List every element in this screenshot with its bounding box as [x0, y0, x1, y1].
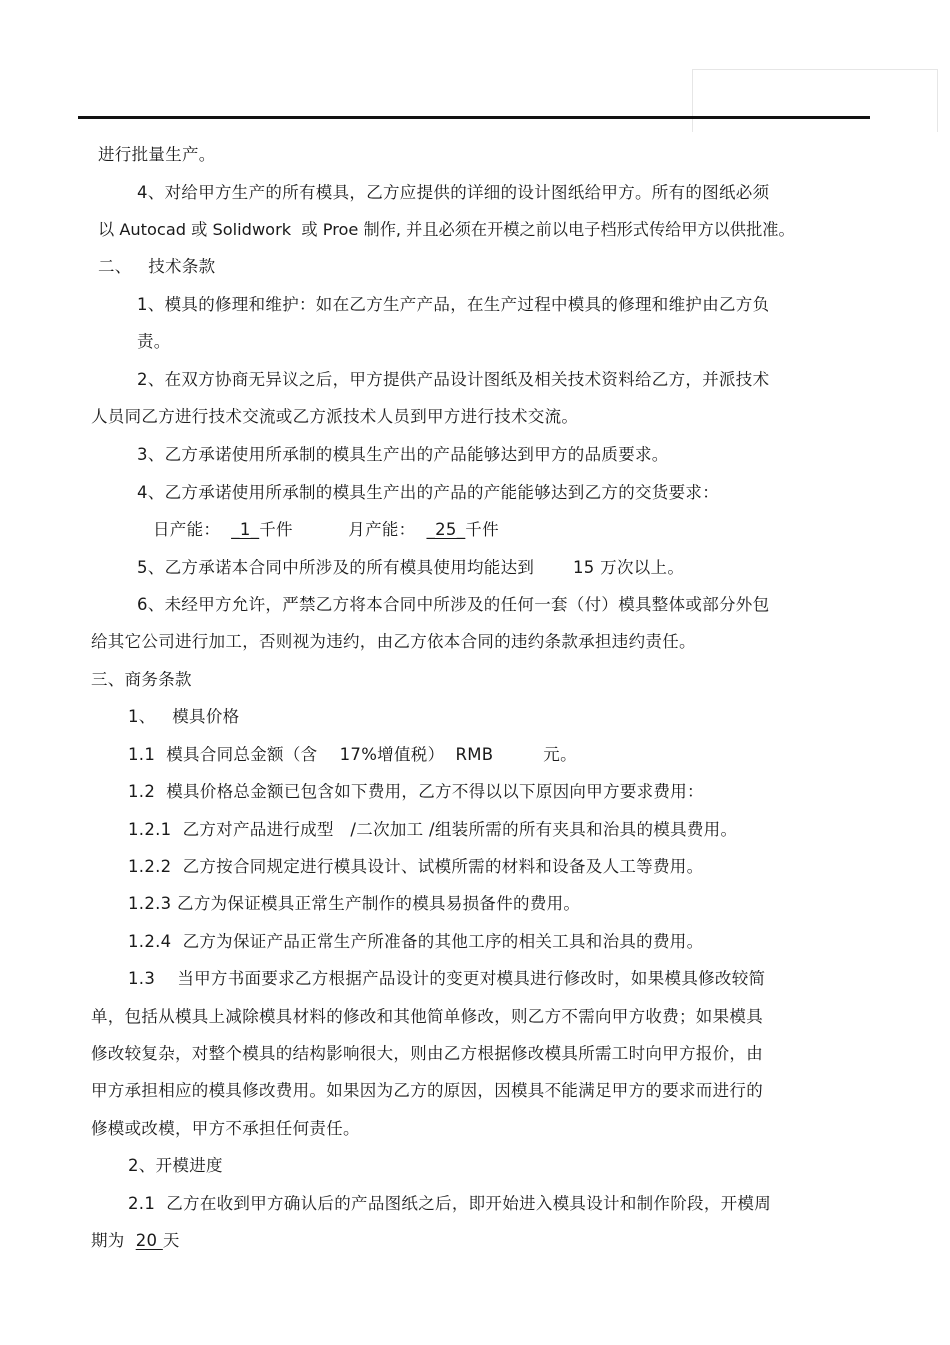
- subsection-heading: 1、 模具价格: [128, 707, 240, 726]
- text-line: 进行批量生产。: [98, 145, 216, 164]
- text-line: 1.1 模具合同总金额（含 17%增值税） RMB 元。: [128, 745, 577, 764]
- monthly-capacity-unit: 千件: [465, 520, 499, 539]
- text-line: 修改较复杂，对整个模具的结构影响很大，则由乙方根据修改模具所需工时向甲方报价，由: [91, 1044, 763, 1063]
- section-heading: 三、商务条款: [91, 670, 192, 689]
- cycle-value: 20: [135, 1231, 163, 1250]
- cycle-prefix: 期为: [91, 1231, 125, 1250]
- text-line: 2.1 乙方在收到甲方确认后的产品图纸之后，即开始进入模具设计和制作阶段，开模周: [128, 1194, 772, 1213]
- text-line: 1.2.2 乙方按合同规定进行模具设计、试模所需的材料和设备及人工等费用。: [128, 857, 704, 876]
- text-line: 6、未经甲方允许，严禁乙方将本合同中所涉及的任何一套（付）模具整体或部分外包: [137, 595, 770, 614]
- text-line: 责。: [137, 332, 171, 351]
- text-line: 人员同乙方进行技术交流或乙方派技术人员到甲方进行技术交流。: [91, 407, 579, 426]
- cycle-unit: 天: [162, 1231, 180, 1250]
- text-line: 1.2 模具价格总金额已包含如下费用，乙方不得以以下原因向甲方要求费用：: [128, 782, 704, 801]
- text-line: 单，包括从模具上减除模具材料的修改和其他简单修改，则乙方不需向甲方收费；如果模具: [91, 1007, 763, 1026]
- text-line: 修模或改模，甲方不承担任何责任。: [91, 1119, 360, 1138]
- monthly-capacity-value: _25_: [426, 520, 466, 539]
- text-line: 以 Autocad 或 Solidwork 或 Proe 制作, 并且必须在开模之前以电子档形式传给甲方以供批准。: [98, 220, 795, 239]
- text-line: 1.2.4 乙方为保证产品正常生产所准备的其他工序的相关工具和治具的费用。: [128, 932, 704, 951]
- header-corner-box: [692, 69, 938, 132]
- section-heading: 二、 技术条款: [98, 257, 216, 276]
- text-line: 1、模具的修理和维护：如在乙方生产产品，在生产过程中模具的修理和维护由乙方负: [137, 295, 770, 314]
- daily-capacity-value: _1_: [231, 520, 260, 539]
- text-line: 5、乙方承诺本合同中所涉及的所有模具使用均能达到 15 万次以上。: [137, 558, 685, 577]
- capacity-line: [153, 519, 499, 541]
- daily-capacity-label: 日产能：: [153, 520, 221, 539]
- text-line: 给其它公司进行加工，否则视为违约，由乙方依本合同的违约条款承担违约责任。: [91, 632, 696, 651]
- subsection-heading: 2、开模进度: [128, 1156, 223, 1175]
- text-line: 1.2.3 乙方为保证模具正常生产制作的模具易损备件的费用。: [128, 894, 581, 913]
- text-line: 甲方承担相应的模具修改费用。如果因为乙方的原因，因模具不能满足甲方的要求而进行的: [91, 1081, 763, 1100]
- daily-capacity-unit: 千件: [259, 520, 293, 539]
- text-line: 2、在双方协商无异议之后，甲方提供产品设计图纸及相关技术资料给乙方，并派技术: [137, 370, 770, 389]
- text-line: 4、对给甲方生产的所有模具，乙方应提供的详细的设计图纸给甲方。所有的图纸必须: [137, 183, 770, 202]
- text-line: 1.3 当甲方书面要求乙方根据产品设计的变更对模具进行修改时，如果模具修改较简: [128, 969, 766, 988]
- text-line: 1.2.1 乙方对产品进行成型 /二次加工 /组装所需的所有夹具和治具的模具费用。: [128, 820, 738, 839]
- text-line: 3、乙方承诺使用所承制的模具生产出的产品能够达到甲方的品质要求。: [137, 445, 669, 464]
- monthly-capacity-label: 月产能：: [348, 520, 416, 539]
- text-line: 4、乙方承诺使用所承制的模具生产出的产品的产能能够达到乙方的交货要求：: [137, 483, 719, 502]
- header-rule: [78, 116, 870, 119]
- cycle-line: [91, 1230, 180, 1252]
